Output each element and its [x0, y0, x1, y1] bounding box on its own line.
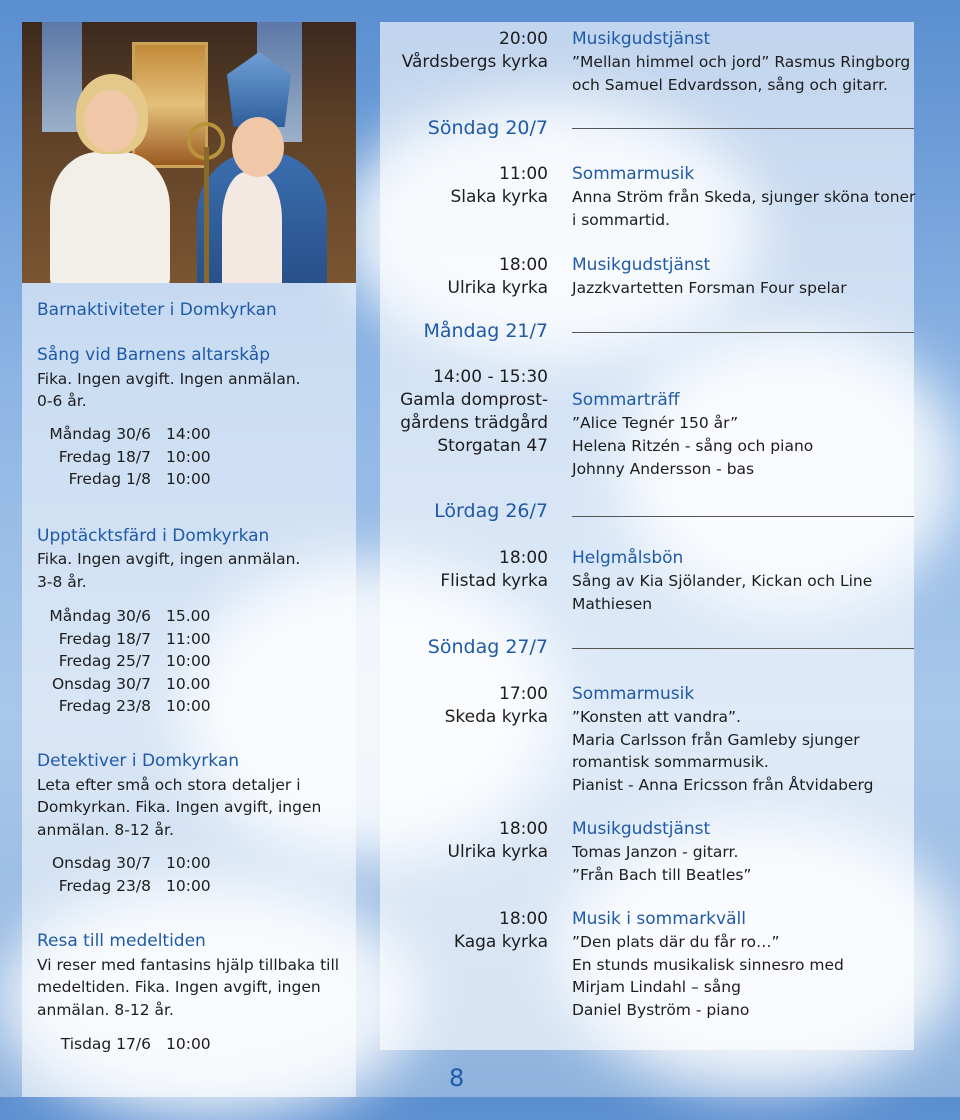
children-photo	[22, 22, 356, 283]
schedule-time: 14:00	[166, 425, 211, 443]
schedule-time: 15.00	[166, 607, 211, 625]
schedule-time: 10:00	[166, 876, 211, 895]
schedule-time: 10:00	[166, 854, 211, 872]
day-heading: Måndag 21/7	[423, 320, 548, 342]
event-time: 18:00	[499, 548, 548, 568]
divider	[572, 648, 914, 649]
event-time-place	[448, 254, 549, 300]
schedule-row	[37, 875, 211, 898]
schedule	[37, 423, 211, 491]
schedule-date: Fredag 23/8	[58, 697, 151, 715]
event-place: Skeda kyrka	[444, 707, 548, 727]
page-number: 8	[449, 1064, 465, 1092]
event-time: 11:00	[499, 164, 548, 184]
schedule-date: Fredag 1/8	[68, 470, 151, 488]
event-text: Tomas Janzon - gitarr.	[572, 843, 739, 861]
schedule-date: Fredag 18/7	[58, 629, 151, 648]
schedule-date: Onsdag 30/7	[51, 854, 151, 872]
section-text: medeltiden. Fika. Ingen avgift, ingen	[37, 978, 321, 996]
schedule-time: 10:00	[166, 652, 211, 670]
event-text: ”Mellan himmel och jord” Rasmus Ringborg	[572, 53, 911, 71]
schedule-row	[37, 1033, 211, 1056]
section-text: anmälan. 8-12 år.	[37, 1001, 174, 1019]
event-title: Musikgudstjänst	[572, 255, 711, 275]
event-time-place	[454, 908, 548, 954]
schedule-date: Onsdag 30/7	[51, 674, 151, 693]
schedule-date: Måndag 30/6	[49, 425, 151, 443]
event-text: En stunds musikalisk sinnesro med	[572, 956, 844, 974]
section-text: 0-6 år.	[37, 392, 87, 410]
schedule-time: 10:00	[166, 697, 211, 715]
event-text: Anna Ström från Skeda, sjunger sköna toner	[572, 188, 916, 206]
event-text: Sång av Kia Sjölander, Kickan och Line	[572, 572, 873, 590]
event-place: Ulrika kyrka	[447, 842, 548, 862]
heading-children-activities: Barnaktiviteter i Domkyrkan	[37, 300, 277, 320]
event-place: Slaka kyrka	[450, 187, 548, 207]
schedule	[37, 852, 211, 897]
event-text: Maria Carlsson från Gamleby sjunger	[572, 731, 860, 749]
schedule-row	[37, 423, 211, 446]
schedule-row	[37, 628, 211, 651]
event-time-place	[450, 163, 548, 209]
section-text: Domkyrkan. Fika. Ingen avgift, ingen	[37, 798, 322, 816]
schedule-row	[37, 468, 211, 491]
event-text: i sommartid.	[572, 211, 671, 229]
event-title: Musikgudstjänst	[572, 29, 711, 49]
event-place: gårdens trädgård	[400, 413, 548, 433]
schedule-date: Fredag 23/8	[58, 876, 151, 895]
event-text: romantisk sommarmusik.	[572, 753, 769, 771]
event-text: och Samuel Edvardsson, sång och gitarr.	[572, 76, 888, 94]
event-time: 20:00	[499, 29, 548, 49]
section-title: Resa till medeltiden	[37, 931, 206, 951]
event-title: Helgmålsbön	[572, 548, 684, 568]
event-time-place	[440, 547, 548, 593]
event-time-place	[448, 818, 549, 864]
schedule-row	[37, 695, 211, 718]
divider	[572, 516, 914, 517]
event-time: 17:00	[499, 684, 548, 704]
schedule-row	[37, 673, 211, 696]
event-time-place	[402, 28, 548, 74]
event-text: ”Alice Tegnér 150 år”	[572, 414, 739, 432]
event-place: Vårdsbergs kyrka	[401, 52, 548, 72]
schedule-row	[37, 446, 211, 469]
event-text: ”Den plats där du får ro…”	[572, 933, 780, 951]
event-time-place	[445, 683, 548, 729]
event-title: Sommarmusik	[572, 684, 695, 704]
event-title: Musikgudstjänst	[572, 819, 711, 839]
schedule	[37, 605, 211, 718]
schedule-time: 10:00	[166, 470, 211, 488]
event-text: Mathiesen	[572, 595, 653, 613]
schedule-date: Fredag 18/7	[58, 447, 151, 466]
schedule	[37, 1033, 211, 1056]
event-title: Sommarmusik	[572, 164, 695, 184]
schedule-row	[37, 852, 211, 875]
event-text: Helena Ritzén - sång och piano	[572, 437, 814, 455]
event-text: ”Från Bach till Beatles”	[572, 866, 752, 884]
section-title: Detektiver i Domkyrkan	[37, 751, 240, 771]
divider	[572, 332, 914, 333]
event-text: ”Konsten att vandra”.	[572, 708, 741, 726]
event-time: 18:00	[499, 255, 548, 275]
event-text: Mirjam Lindahl – sång	[572, 978, 741, 996]
event-place: Flistad kyrka	[440, 571, 548, 591]
event-place: Storgatan 47	[437, 436, 548, 456]
event-time-place	[400, 366, 548, 458]
event-title: Sommarträff	[572, 390, 680, 410]
event-text: Johnny Andersson - bas	[572, 460, 755, 478]
event-text: Jazzkvartetten Forsman Four spelar	[572, 279, 847, 297]
section-text: 3-8 år.	[37, 573, 87, 591]
event-time: 18:00	[499, 909, 548, 929]
schedule-row	[37, 650, 211, 673]
day-heading: Lördag 26/7	[434, 500, 548, 522]
event-text: Daniel Byström - piano	[572, 1001, 750, 1019]
day-heading: Söndag 27/7	[427, 636, 548, 658]
event-place: Gamla domprost-	[400, 390, 548, 410]
day-heading: Söndag 20/7	[427, 117, 548, 139]
schedule-time: 10.00	[166, 674, 211, 693]
event-time: 18:00	[499, 819, 548, 839]
event-place: Kaga kyrka	[453, 932, 548, 952]
section-text: Fika. Ingen avgift. Ingen anmälan.	[37, 370, 301, 388]
event-text: Pianist - Anna Ericsson från Åtvidaberg	[572, 776, 874, 794]
schedule-time: 11:00	[166, 629, 211, 648]
divider	[572, 128, 914, 129]
section-text: anmälan. 8-12 år.	[37, 821, 174, 839]
event-time: 14:00 - 15:30	[433, 367, 548, 387]
schedule-date: Tisdag 17/6	[60, 1035, 151, 1053]
schedule-time: 10:00	[166, 447, 211, 466]
section-text: Vi reser med fantasins hjälp tillbaka till	[37, 956, 340, 974]
section-text: Fika. Ingen avgift, ingen anmälan.	[37, 550, 301, 568]
event-place: Ulrika kyrka	[447, 278, 548, 298]
section-title: Upptäcktsfärd i Domkyrkan	[37, 526, 270, 546]
schedule-time: 10:00	[166, 1035, 211, 1053]
section-title: Sång vid Barnens altarskåp	[37, 345, 271, 365]
schedule-date: Måndag 30/6	[49, 607, 151, 625]
section-text: Leta efter små och stora detaljer i	[37, 776, 301, 794]
event-title: Musik i sommarkväll	[572, 909, 746, 929]
schedule-row	[37, 605, 211, 628]
schedule-date: Fredag 25/7	[58, 652, 151, 670]
